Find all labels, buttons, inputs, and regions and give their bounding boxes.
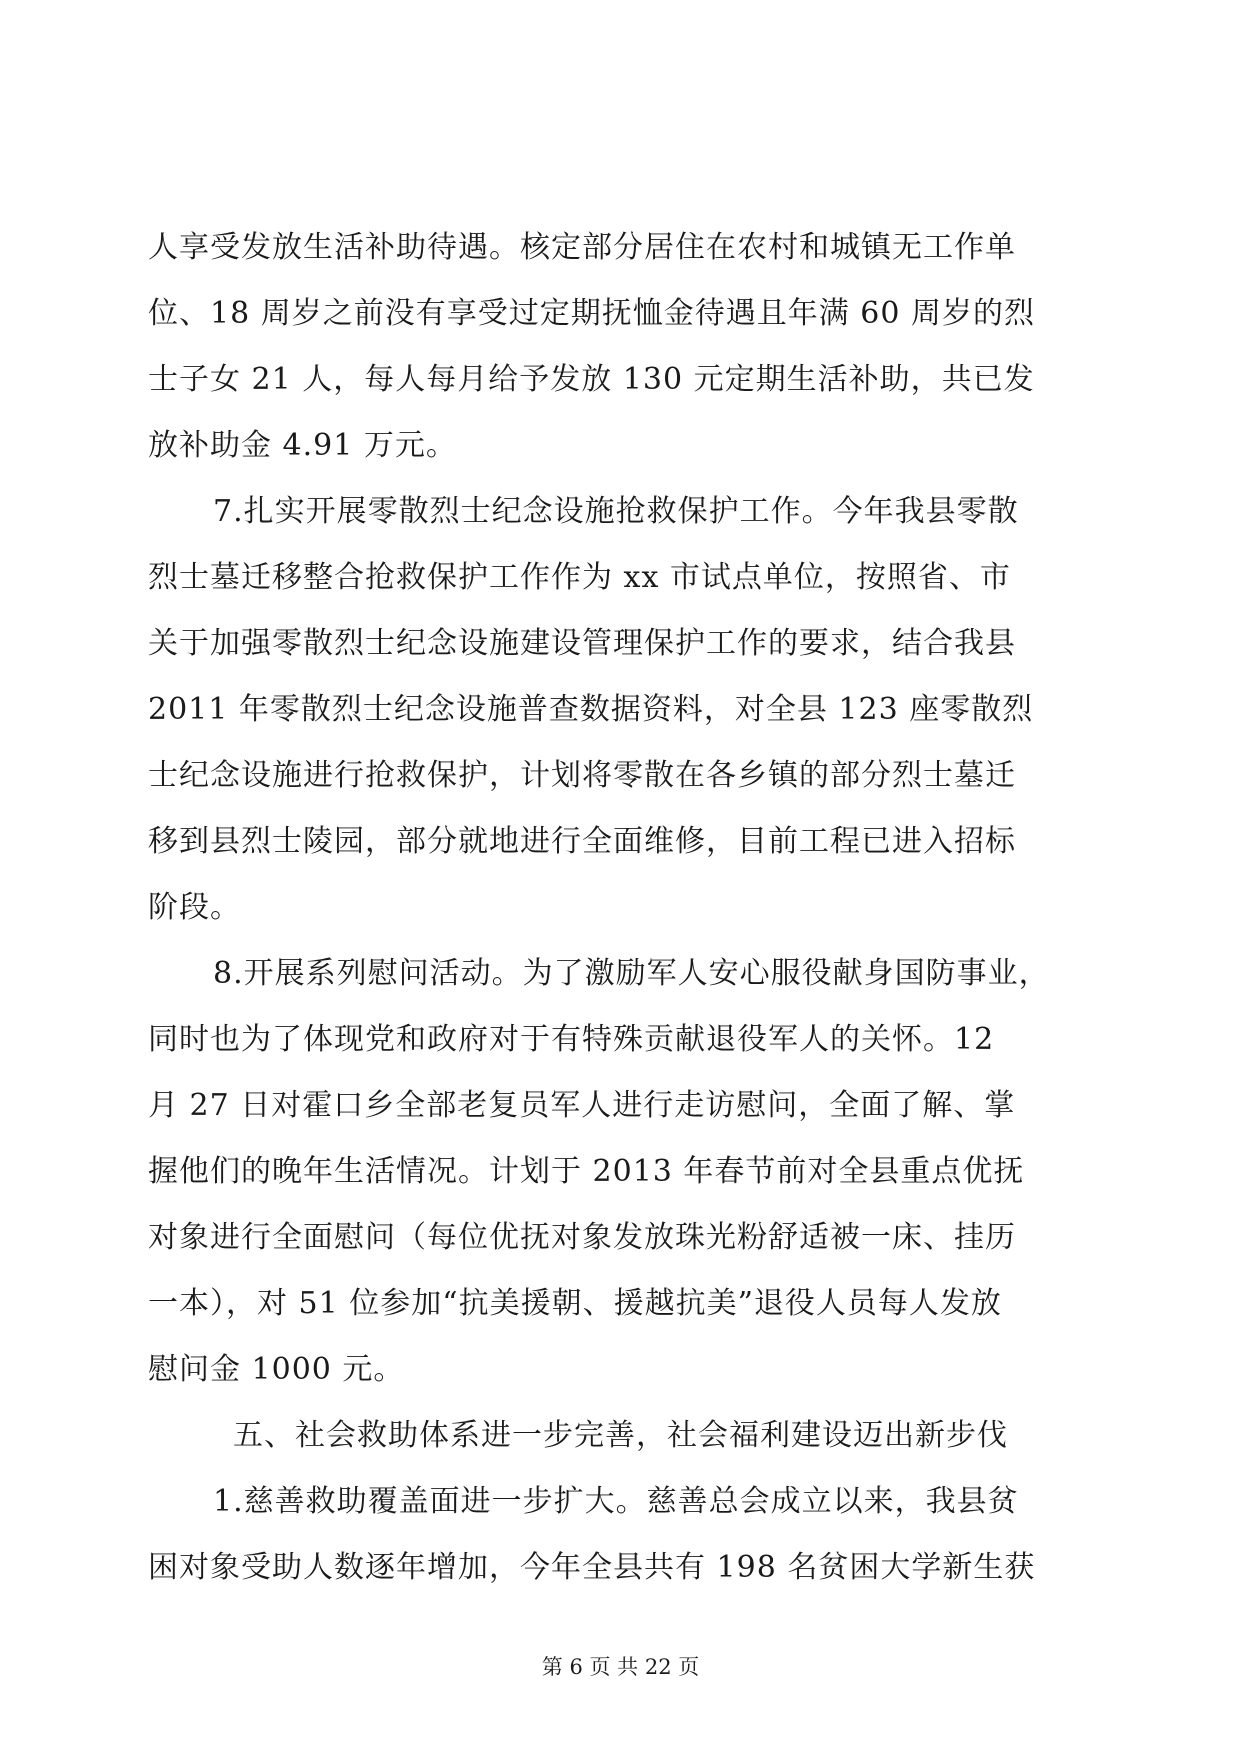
text-line: 烈士墓迁移整合抢救保护工作作为 xx 市试点单位，按照省、市: [148, 560, 1011, 595]
paragraph-1-first-line: 1.慈善救助覆盖面进一步扩大。慈善总会成立以来，我县贫: [213, 1484, 1019, 1519]
text-line: 移到县烈士陵园，部分就地进行全面维修，目前工程已进入招标: [148, 824, 1016, 859]
text-line: 对象进行全面慰问（每位优抚对象发放珠光粉舒适被一床、挂历: [148, 1220, 1016, 1255]
section-heading: 五、社会救助体系进一步完善，社会福利建设迈出新步伐: [233, 1418, 1008, 1453]
text-line: 握他们的晚年生活情况。计划于 2013 年春节前对全县重点优抚: [148, 1154, 1025, 1189]
text-line: 士子女 21 人，每人每月给予发放 130 元定期生活补助，共已发: [148, 362, 1035, 397]
text-line: 慰问金 1000 元。: [148, 1352, 405, 1387]
text-line: 2011 年零散烈士纪念设施普查数据资料，对全县 123 座零散烈: [148, 692, 1034, 727]
text-line: 同时也为了体现党和政府对于有特殊贡献退役军人的关怀。12: [148, 1022, 995, 1057]
text-line: 位、18 周岁之前没有享受过定期抚恤金待遇且年满 60 周岁的烈: [148, 296, 1035, 331]
page-footer: 第 6 页 共 22 页: [541, 1655, 700, 1679]
text-line: 关于加强零散烈士纪念设施建设管理保护工作的要求，结合我县: [148, 626, 1016, 661]
text-line: 人享受发放生活补助待遇。核定部分居住在农村和城镇无工作单: [148, 230, 1016, 265]
text-line: 困对象受助人数逐年增加，今年全县共有 198 名贫困大学新生获: [148, 1550, 1036, 1585]
text-line: 士纪念设施进行抢救保护，计划将零散在各乡镇的部分烈士墓迁: [148, 758, 1016, 793]
text-line: 放补助金 4.91 万元。: [148, 428, 457, 463]
text-line: 阶段。: [148, 890, 241, 925]
text-line: 一本），对 51 位参加“抗美援朝、援越抗美”退役人员每人发放: [148, 1286, 1002, 1321]
paragraph-8-first-line: 8.开展系列慰问活动。为了激励军人安心服役献身国防事业，: [213, 956, 1050, 991]
paragraph-7-first-line: 7.扎实开展零散烈士纪念设施抢救保护工作。今年我县零散: [213, 494, 1019, 529]
text-line: 月 27 日对霍口乡全部老复员军人进行走访慰问，全面了解、掌: [148, 1088, 1016, 1123]
